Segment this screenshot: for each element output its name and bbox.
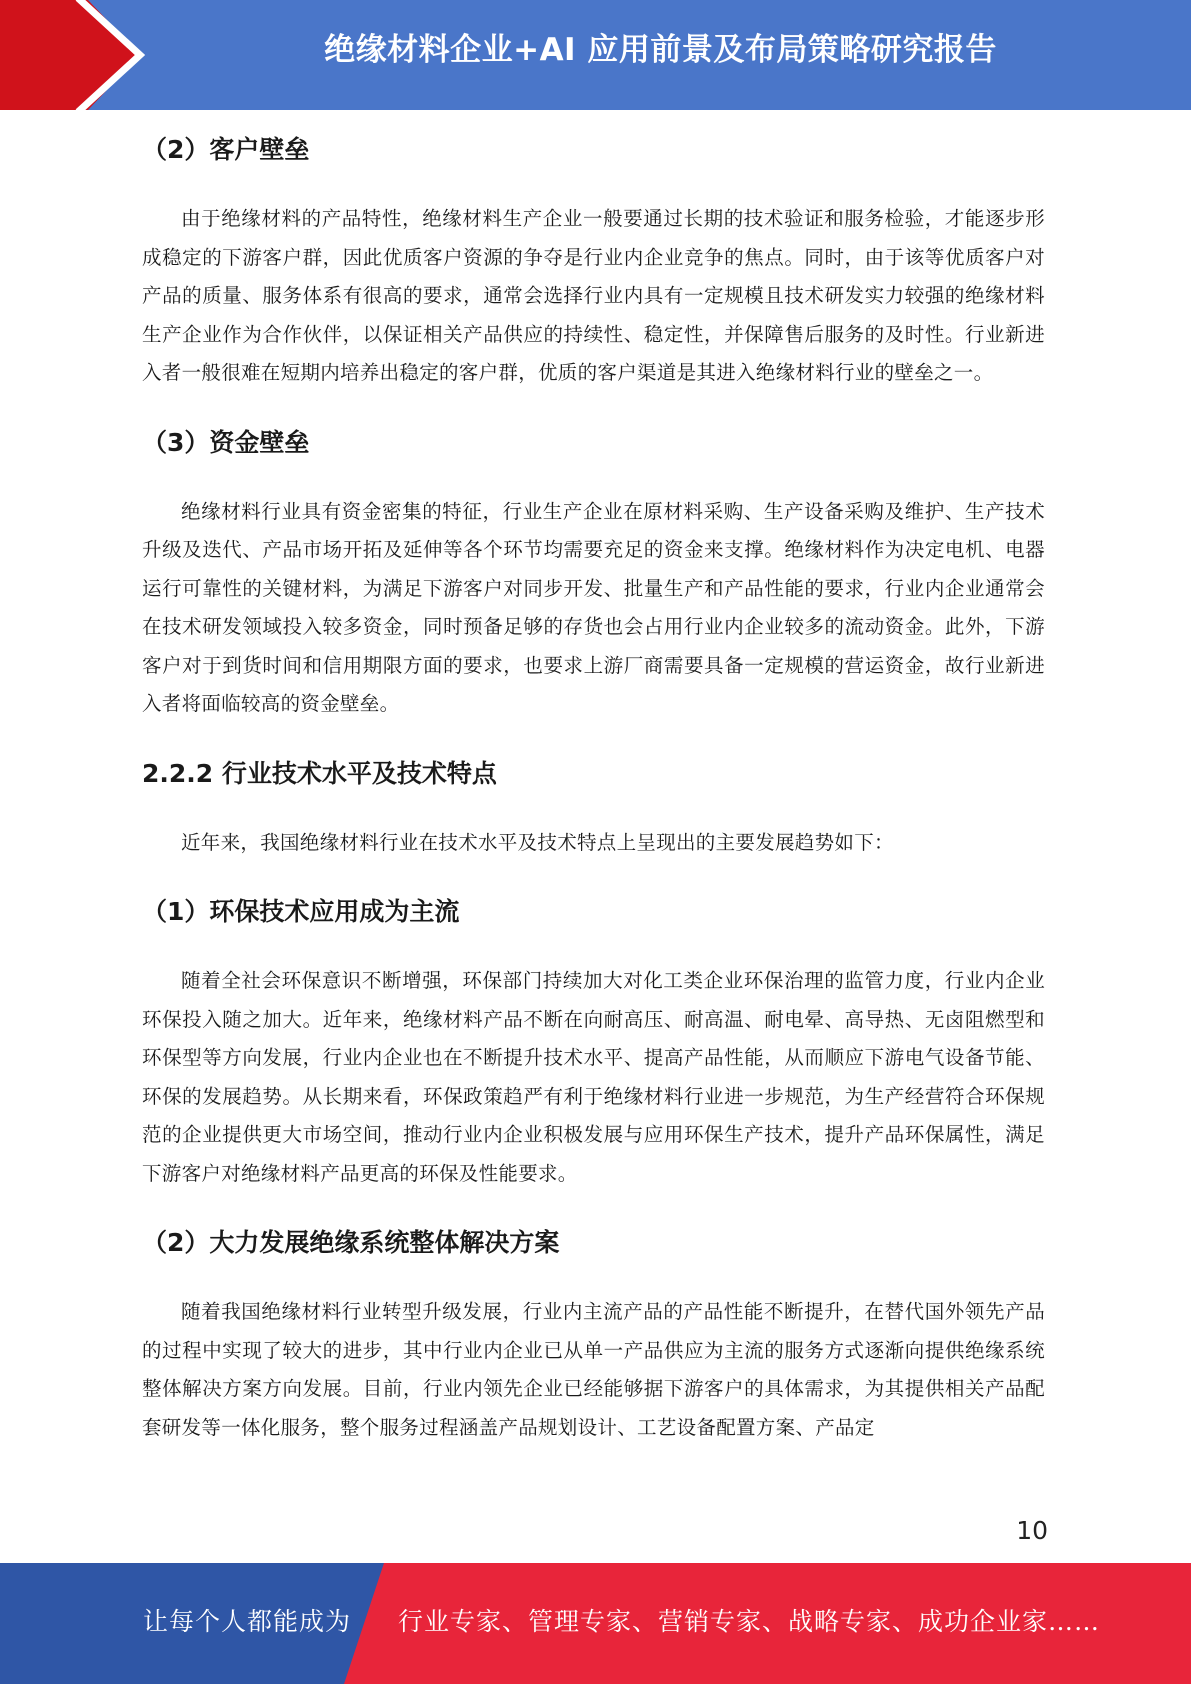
report-title: 绝缘材料企业+AI 应用前景及布局策略研究报告 — [324, 32, 997, 68]
paragraph-customer-barrier: 由于绝缘材料的产品特性，绝缘材料生产企业一般要通过长期的技术验证和服务检验，才能逐步形成稳定的下游客户群，因此优质客户资源的争夺是行业内企业竞争的焦点。同时，由于该等优质客户对产品的质量、服务体系有很高的要求，通常会选择行业内具有一定规模且技术研发实力较强的绝缘材料生产企业作为合作伙伴，以保证相关产品供应的持续性、稳定性，并保障售后服务的及时性。行业新进入者一般很难在短期内培养出稳定的客户群，优质的客户渠道是其进入绝缘材料行业的壁垒之一。 — [142, 207, 1045, 384]
page-content — [142, 118, 1045, 1447]
footer-slogan-right: 行业专家、管理专家、营销专家、战略专家、成功企业家…… — [398, 1607, 1101, 1636]
page-footer — [0, 1563, 1191, 1684]
heading-section-2-2-2: 2.2.2 行业技术水平及技术特点 — [142, 758, 497, 788]
heading-customer-barrier: （2）客户壁垒 — [142, 135, 310, 164]
heading-capital-barrier: （3）资金壁垒 — [142, 427, 310, 457]
heading-solutions: （2）大力发展绝缘系统整体解决方案 — [142, 1228, 560, 1257]
heading-eco-tech: （1）环保技术应用成为主流 — [142, 897, 460, 926]
paragraph-eco-tech: 随着全社会环保意识不断增强，环保部门持续加大对化工类企业环保治理的监管力度，行业内企业环保投入随之加大。近年来，绝缘材料产品不断在向耐高压、耐高温、耐电晕、高导热、无卤阻燃型和环保型等方向发展，行业内企业也在不断提升技术水平、提高产品性能，从而顺应下游电气设备节能、环保的发展趋势。从长期来看，环保政策趋严有利于绝缘材料行业进一步规范，为生产经营符合环保规范的企业提供更大市场空间，推动行业内企业积极发展与应用环保生产技术，提升产品环保属性，满足下游客户对绝缘材料产品更高的环保及性能要求。 — [142, 969, 1045, 1185]
footer-slogan-left: 让每个人都能成为 — [143, 1607, 352, 1636]
paragraph-intro: 近年来，我国绝缘材料行业在技术水平及技术特点上呈现出的主要发展趋势如下： — [181, 830, 894, 854]
page-header — [0, 0, 1191, 110]
paragraph-solutions: 随着我国绝缘材料行业转型升级发展，行业内主流产品的产品性能不断提升，在替代国外领先产品的过程中实现了较大的进步，其中行业内企业已从单一产品供应为主流的服务方式逐渐向提供绝缘系统整体解决方案方向发展。目前，行业内领先企业已经能够据下游客户的具体需求，为其提供相关产品配套研发等一体化服务，整个服务过程涵盖产品规划设计、工艺设备配置方案、产品定 — [142, 1300, 1045, 1439]
page-number: 10 — [1016, 1516, 1048, 1545]
paragraph-capital-barrier: 绝缘材料行业具有资金密集的特征，行业生产企业在原材料采购、生产设备采购及维护、生产技术升级及迭代、产品市场开拓及延伸等各个环节均需要充足的资金来支撑。绝缘材料作为决定电机、电器运行可靠性的关键材料，为满足下游客户对同步开发、批量生产和产品性能的要求，行业内企业通常会在技术研发领域投入较多资金，同时预备足够的存货也会占用行业内企业较多的流动资金。此外，下游客户对于到货时间和信用期限方面的要求，也要求上游厂商需要具备一定规模的营运资金，故行业新进入者将面临较高的资金壁垒。 — [142, 499, 1045, 715]
